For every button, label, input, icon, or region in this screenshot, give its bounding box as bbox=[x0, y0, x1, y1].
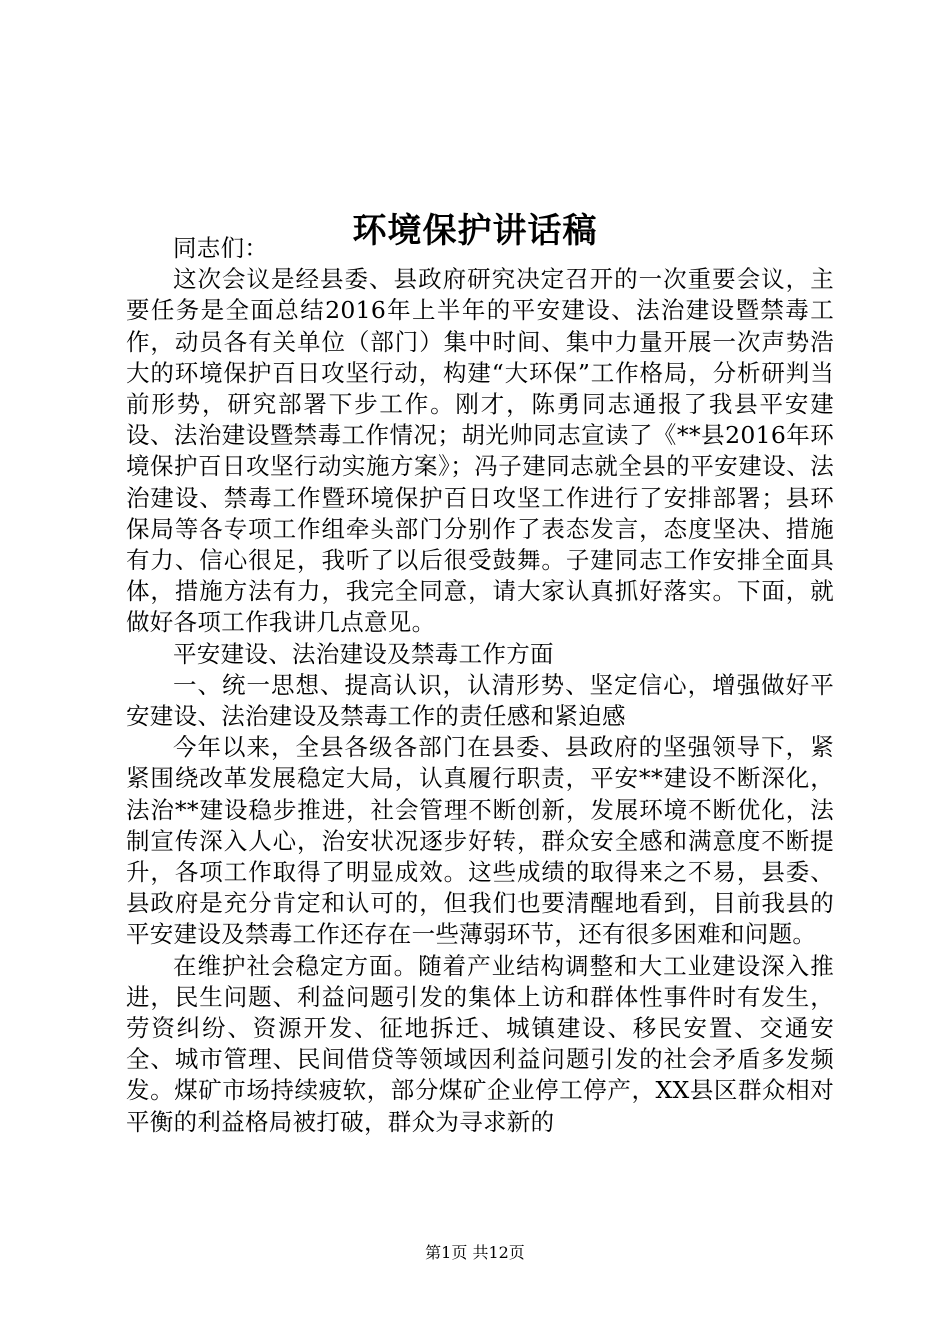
paragraph-achievements: 今年以来，全县各级各部门在县委、县政府的坚强领导下，紧紧围绕改革发展稳定大局，认真履行职责，平安**建设不断深化，法治**建设稳步推进，社会管理不断创新，发展环境不断优化，法制宣传深入人心，治安状况逐步好转，群众安全感和满意度不断提升，各项工作取得了明显成效。这些成绩的取得来之不易，县委、县政府是充分肯定和认可的，但我们也要清醒地看到，目前我县的平安建设及禁毒工作还存在一些薄弱环节，还有很多困难和问题。 bbox=[126, 733, 834, 949]
section-heading: 平安建设、法治建设及禁毒工作方面 bbox=[173, 639, 554, 668]
page-footer: 第1页 共12页 bbox=[425, 1243, 525, 1262]
subsection-heading: 一、统一思想、提高认识，认清形势、坚定信心，增强做好平安建设、法治建设及禁毒工作的责任感和紧迫感 bbox=[126, 670, 834, 731]
salutation: 同志们： bbox=[173, 234, 269, 262]
paragraph-stability: 在维护社会稳定方面。随着产业结构调整和大工业建设深入推进，民生问题、利益问题引发的集体上访和群体性事件时有发生，劳资纠纷、资源开发、征地拆迁、城镇建设、移民安置、交通安全、城市管理、民间借贷等领域因利益问题引发的社会矛盾多发频发。煤矿市场持续疲软，部分煤矿企业停工停产，XX县区群众相对平衡的利益格局被打破，群众为寻求新的 bbox=[126, 951, 834, 1136]
document-body bbox=[126, 233, 834, 1138]
document-title: 环境保护讲话稿 bbox=[352, 210, 598, 251]
paragraph-intro: 这次会议是经县委、县政府研究决定召开的一次重要会议，主要任务是全面总结2016年上半年的平安建设、法治建设暨禁毒工作，动员各有关单位（部门）集中时间、集中力量开展一次声势浩大的环境保护百日攻坚行动，构建“大环保”工作格局，分析研判当前形势，研究部署下步工作。刚才，陈勇同志通报了我县平安建设、法治建设暨禁毒工作情况；胡光帅同志宣读了《**县2016年环境保护百日攻坚行动实施方案》；冯子建同志就全县的平安建设、法治建设、禁毒工作暨环境保护百日攻坚工作进行了安排部署；县环保局等各专项工作组牵头部门分别作了表态发言，态度坚决、措施有力、信心很足，我听了以后很受鼓舞。子建同志工作安排全面具体，措施方法有力，我完全同意，请大家认真抓好落实。下面，就做好各项工作我讲几点意见。 bbox=[126, 265, 834, 637]
